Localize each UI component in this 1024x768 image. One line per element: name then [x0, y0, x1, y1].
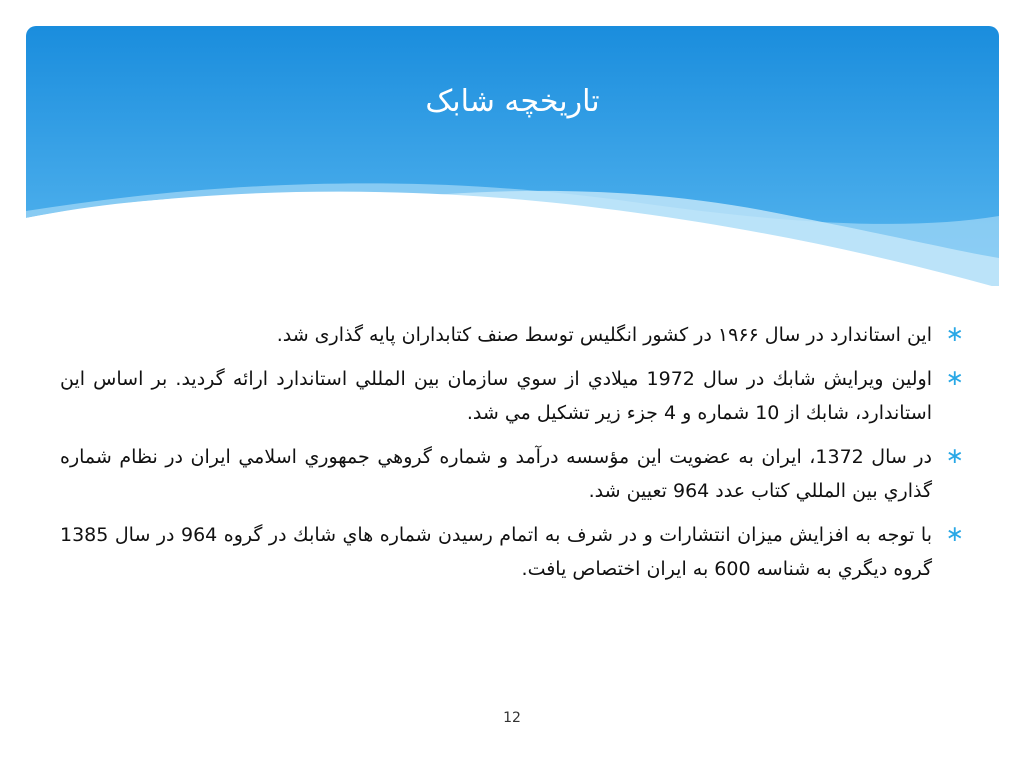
bullet-item — [60, 440, 964, 508]
bullet-text: این استاندارد در سال ۱۹۶۶ در کشور انگلیس توسط صنف کتابداران پایه گذاری شد. — [276, 324, 932, 346]
bullet-asterisk-icon: ∗ — [945, 322, 964, 347]
slide-header-banner — [26, 26, 999, 286]
bullet-text: با توجه به افزايش ميزان انتشارات و در شرف به اتمام رسيدن شماره هاي شابك در گروه 964 در سال 1385 گروه ديگري به شناسه 600 به ايران اختصاص يافت. — [60, 524, 932, 580]
bullet-item — [60, 518, 964, 586]
bullet-text: در سال 1372، ايران به عضويت اين مؤسسه درآمد و شماره گروهي جمهوري اسلامي ايران در نظام شماره گذاري بين المللي كتاب عدد 964 تعيين شد. — [60, 446, 933, 502]
bullet-asterisk-icon: ∗ — [945, 522, 964, 547]
bullet-text: اولين ويرايش شابك در سال 1972 ميلادي از سوي سازمان بين المللي استاندارد ارائه گرديد. بر اساس اين استاندارد، شابك از 10 شماره و 4 جزء زير تشكيل مي شد. — [60, 368, 932, 424]
bullet-item — [60, 362, 964, 430]
page-number: 12 — [503, 710, 521, 726]
header-wave-graphic — [26, 26, 999, 286]
bullet-list — [60, 318, 964, 596]
bullet-item — [60, 318, 964, 352]
bullet-asterisk-icon: ∗ — [945, 444, 964, 469]
slide-title: تاریخچه شابک — [425, 84, 600, 119]
bullet-asterisk-icon: ∗ — [945, 366, 964, 391]
